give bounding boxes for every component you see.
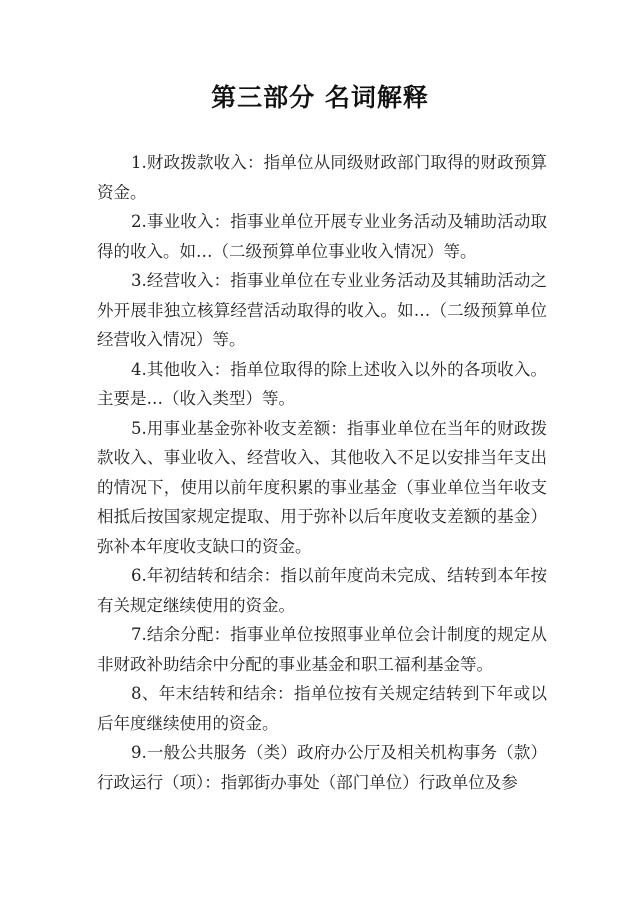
paragraph-7: 7.结余分配：指事业单位按照事业单位会计制度的规定从非财政补助结余中分配的事业基金和职工福利基金等。 xyxy=(97,625,547,674)
paragraph-6: 6.年初结转和结余：指以前年度尚未完成、结转到本年按有关规定继续使用的资金。 xyxy=(97,566,547,615)
page-title: 第三部分 名词解释 xyxy=(211,83,429,112)
paragraph-3: 3.经营收入：指事业单位在专业业务活动及其辅助活动之外开展非独立核算经营活动取得的收入。如…（二级预算单位经营收入情况）等。 xyxy=(97,271,547,349)
paragraph-1: 1.财政拨款收入：指单位从同级财政部门取得的财政预算资金。 xyxy=(97,153,547,202)
paragraph-5: 5.用事业基金弥补收支差额：指事业单位在当年的财政拨款收入、事业收入、经营收入、其他收入不足以安排当年支出的情况下，使用以前年度积累的事业基金（事业单位当年收支相抵后按国家规定提取、用于弥补以后年度收支差额的基金）弥补本年度收支缺口的资金。 xyxy=(97,418,547,556)
paragraph-2: 2.事业收入：指事业单位开展专业业务活动及辅助活动取得的收入。如…（二级预算单位事业收入情况）等。 xyxy=(97,212,547,261)
document-body xyxy=(97,148,547,797)
paragraph-4: 4.其他收入：指单位取得的除上述收入以外的各项收入。主要是…（收入类型）等。 xyxy=(97,359,547,408)
paragraph-8: 8、年末结转和结余：指单位按有关规定结转到下年或以后年度继续使用的资金。 xyxy=(97,684,547,733)
paragraph-9: 9.一般公共服务（类）政府办公厅及相关机构事务（款）行政运行（项）：指郭街办事处（部门单位）行政单位及参 xyxy=(97,743,547,792)
